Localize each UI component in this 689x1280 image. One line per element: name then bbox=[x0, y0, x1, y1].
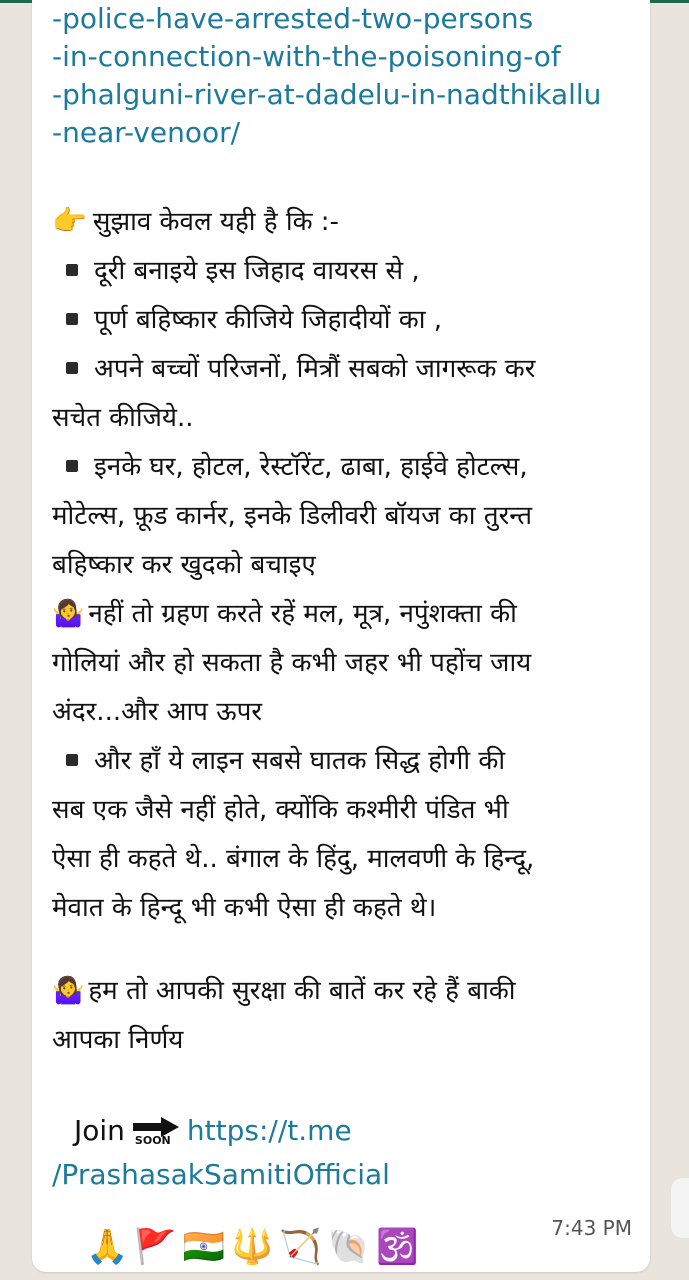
final-bullet-line-3: ऐसा ही कहते थे.. बंगाल के हिंदु, मालवणी के हिन्दू, bbox=[52, 844, 535, 874]
final-bullet-line-2: सब एक जैसे नहीं होते, क्योंकि कश्मीरी पंडित भी bbox=[52, 795, 509, 825]
trident-icon: 🔱 bbox=[231, 1227, 274, 1267]
bullet-2-text: पूर्ण बहिष्कार कीजिये जिहादीयों का , bbox=[94, 305, 442, 335]
red-flag-icon: 🚩 bbox=[134, 1227, 177, 1267]
warning-line-3: अंदर...और आप ऊपर bbox=[52, 697, 263, 727]
article-link-line-4[interactable]: -near-venoor/ bbox=[52, 116, 241, 149]
final-bullet-line-4: मेवात के हिन्दू भी कभी ऐसा ही कहते थे। bbox=[52, 893, 437, 923]
message-bubble[interactable] bbox=[32, 0, 650, 1272]
bullet-2 bbox=[52, 296, 642, 345]
telegram-link[interactable]: https://t.me bbox=[186, 1114, 352, 1147]
soon-arrow-icon bbox=[133, 1117, 179, 1147]
om-icon: 🕉️ bbox=[376, 1227, 419, 1267]
conch-shell-icon: 🐚 bbox=[327, 1227, 371, 1267]
article-link-line-2[interactable]: -in-connection-with-the-poisoning-of bbox=[52, 40, 561, 73]
india-flag-icon: 🇮🇳 bbox=[182, 1227, 226, 1267]
bullet-3-text: अपने बच्चों परिजनों, मित्रौं सबको जागरूक कर bbox=[94, 354, 536, 384]
bullet-1-text: दूरी बनाइये इस जिहाद वायरस से , bbox=[94, 256, 420, 286]
bullet-1 bbox=[52, 247, 642, 296]
message-body bbox=[52, 0, 642, 1269]
bullet-3-continued: सचेत कीजिये.. bbox=[52, 403, 194, 433]
bullet-4 bbox=[52, 443, 642, 492]
suggestion-heading-line bbox=[52, 196, 642, 247]
final-bullet-text: और हाँ ये लाइन सबसे घातक सिद्ध होगी की bbox=[94, 746, 506, 776]
closing-line-1 bbox=[52, 967, 642, 1016]
spacer bbox=[52, 1065, 642, 1109]
black-square-icon bbox=[66, 313, 78, 325]
telegram-link-continued[interactable]: /PrashasakSamitiOfficial bbox=[52, 1158, 390, 1191]
bow-and-arrow-icon: 🏹 bbox=[279, 1227, 322, 1267]
shrugging-person-icon: 🤷‍♀️ bbox=[52, 599, 85, 629]
warning-line-2: गोलियां और हो सकता है कभी जहर भी पहोंच जाय bbox=[52, 648, 532, 678]
spacer bbox=[52, 152, 642, 196]
bullet-4-text: इनके घर, होटल, रेस्टॉरेंट, ढाबा, हाईवे होटल्स, bbox=[94, 452, 528, 482]
bullet-4-continued-2: बहिष्कार कर खुदको बचाइए bbox=[52, 550, 316, 580]
warning-text-1: नहीं तो ग्रहण करते रहें मल, मूत्र, नपुंशक्ता की bbox=[88, 599, 517, 629]
article-link-line-3[interactable]: -phalguni-river-at-dadelu-in-nadthikallu bbox=[52, 78, 602, 111]
bullet-4-continued-1: मोटेल्स, फ़ूड कार्नर, इनके डिलीवरी बॉयज का तुरन्त bbox=[52, 501, 533, 531]
scroll-handle[interactable] bbox=[671, 1178, 689, 1238]
join-label: Join bbox=[74, 1114, 125, 1147]
black-square-icon bbox=[66, 264, 78, 276]
pointing-hand-icon: 👉 bbox=[52, 204, 87, 237]
message-timestamp: 7:43 PM bbox=[551, 1216, 632, 1240]
warning-line-1 bbox=[52, 590, 642, 639]
bullet-3 bbox=[52, 345, 642, 394]
black-square-icon bbox=[66, 362, 78, 374]
article-link-line-1[interactable]: -police-have-arrested-two-persons bbox=[52, 2, 534, 35]
spacer bbox=[52, 933, 642, 967]
closing-text-1: हम तो आपकी सुरक्षा की बातें कर रहे हैं बाकी bbox=[88, 976, 516, 1006]
soon-label: SOON bbox=[134, 1134, 171, 1147]
join-row bbox=[74, 1109, 642, 1153]
suggestion-heading: सुझाव केवल यही है कि :- bbox=[92, 207, 339, 237]
closing-line-2: आपका निर्णय bbox=[52, 1025, 184, 1055]
shrugging-person-icon: 🤷‍♀️ bbox=[52, 976, 85, 1006]
final-bullet bbox=[52, 737, 642, 786]
folded-hands-icon: 🙏 bbox=[86, 1227, 129, 1267]
black-square-icon bbox=[66, 460, 78, 472]
black-square-icon bbox=[66, 754, 78, 766]
